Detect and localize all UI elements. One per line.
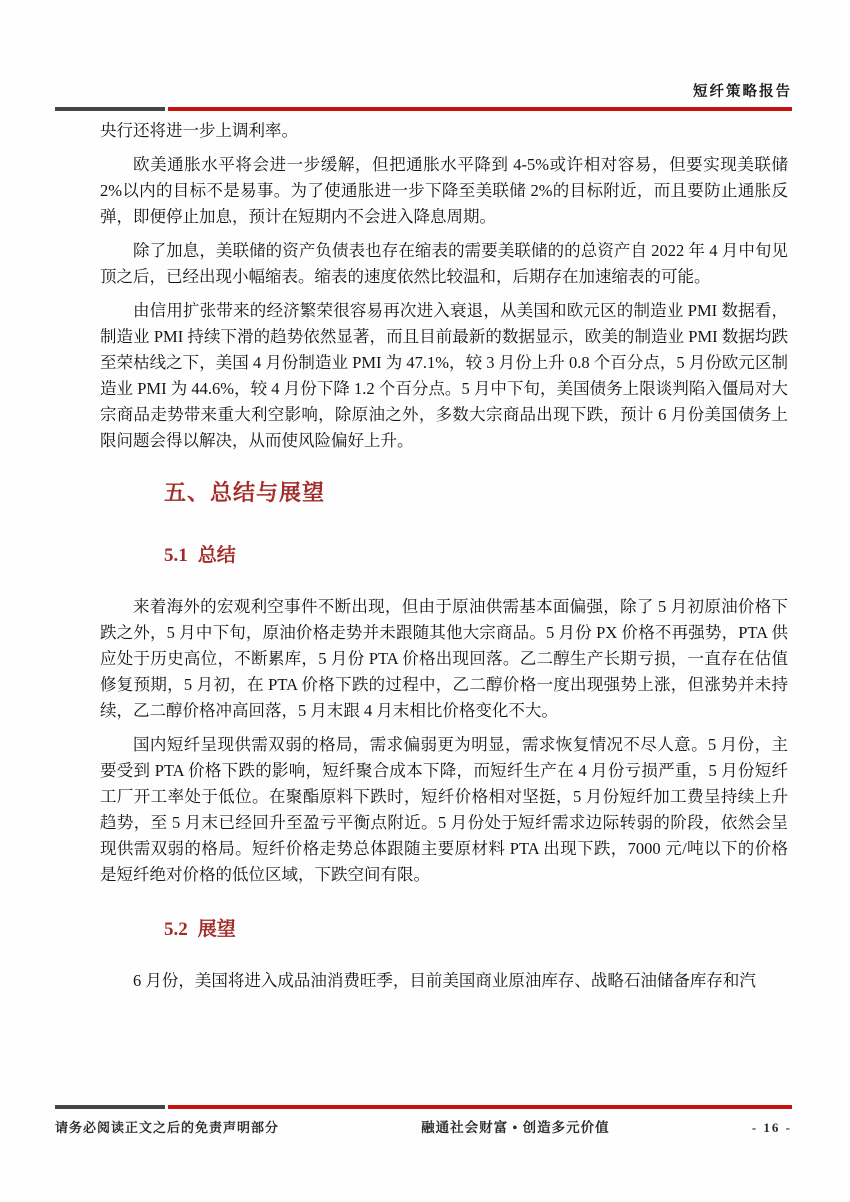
paragraph: 国内短纤呈现供需双弱的格局，需求偏弱更为明显，需求恢复情况不尽人意。5 月份，主要受到 PTA 价格下跌的影响，短纤聚合成本下降，而短纤生产在 4 月份亏损严重，5 月份短纤工厂开工率处于低位。在聚酯原料下跌时，短纤价格相对坚挺，5 月份短纤加工费呈持续上升趋势，至 5 月末已经回升至盈亏平衡点附近。5 月份处于短纤需求边际转弱的阶段，依然会呈现供需双弱的格局。短纤价格走势总体跟随主要原材料 PTA 出现下跌，7000 元/吨以下的价格是短纤绝对价格的低位区域，下跌空间有限。 (100, 735, 789, 884)
subsection-heading-5-2 (164, 918, 788, 942)
footer-rule (55, 1105, 792, 1109)
paragraph: 欧美通胀水平将会进一步缓解，但把通胀水平降到 4-5%或许相对容易，但要实现美联储 2%以内的目标不是易事。为了使通胀进一步下降至美联储 2%的目标附近，而且要防止通胀反弹，即便停止加息，预计在短期内不会进入降息周期。 (100, 155, 788, 226)
subsection-title: 总结 (197, 545, 236, 566)
subsection-heading-5-1 (164, 544, 788, 568)
paragraph: 除了加息，美联储的资产负债表也存在缩表的需要美联储的的总资产自 2022 年 4 月中旬见顶之后，已经出现小幅缩表。缩表的速度依然比较温和，后期存在加速缩表的可能。 (100, 241, 789, 286)
subsection-5-2-body (100, 968, 788, 994)
paragraph: 来着海外的宏观利空事件不断出现，但由于原油供需基本面偏强，除了 5 月初原油价格下跌之外，5 月中下旬，原油价格走势并未跟随其他大宗商品。5 月份 PX 价格不再强势，PTA 供应处于历史高位，不断累库，5 月份 PTA 价格出现回落。乙二醇生产长期亏损，一直存在估值修复预期，5 月初，在 PTA 价格下跌的过程中，乙二醇价格一度出现强势上涨，但涨势并未持续，乙二醇价格冲高回落，5 月末跟 4 月末相比价格变化不大。 (100, 597, 788, 720)
footer-disclaimer: 请务必阅读正文之后的免责声明部分 (55, 1120, 280, 1135)
subsection-number: 5.2 (164, 919, 188, 940)
footer-slogan: 融通社会财富 • 创造多元价值 (421, 1120, 610, 1135)
subsection-title: 展望 (197, 919, 236, 940)
subsection-number: 5.1 (164, 545, 188, 566)
paragraph: 由信用扩张带来的经济繁荣很容易再次进入衰退，从美国和欧元区的制造业 PMI 数据看，制造业 PMI 持续下滑的趋势依然显著，而且目前最新的数据显示，欧美的制造业 PMI 数据均跌至荣枯线之下，美国 4 月份制造业 PMI 为 47.1%，较 3 月份上升 0.8 个百分点，5 月份欧元区制造业 PMI 为 44.6%，较 4 月份下降 1.2 个百分点。5 月中下旬，美国债务上限谈判陷入僵局对大宗商品走势带来重大利空影响，除原油之外，多数大宗商品出现下跌，预计 6 月份美国债务上限问题会得以解决，从而使风险偏好上升。 (100, 301, 788, 450)
paragraph: 央行还将进一步上调利率。 (100, 121, 298, 140)
report-title-label: 短纤策略报告 (693, 84, 792, 100)
header-rule (55, 107, 792, 111)
header-rule-red-segment (168, 107, 792, 111)
footer-page-number: - 16 - (751, 1120, 792, 1135)
document-body (100, 118, 788, 1002)
footer-rule-red-segment (168, 1105, 792, 1109)
header-rule-dark-segment (55, 107, 165, 111)
subsection-5-1-body (100, 594, 788, 888)
footer-rule-dark-segment (55, 1105, 165, 1109)
paragraph: 6 月份，美国将进入成品油消费旺季，目前美国商业原油库存、战略石油储备库存和汽 (133, 971, 756, 990)
page-footer (55, 1116, 792, 1136)
section-heading: 五、总结与展望 (164, 480, 326, 505)
